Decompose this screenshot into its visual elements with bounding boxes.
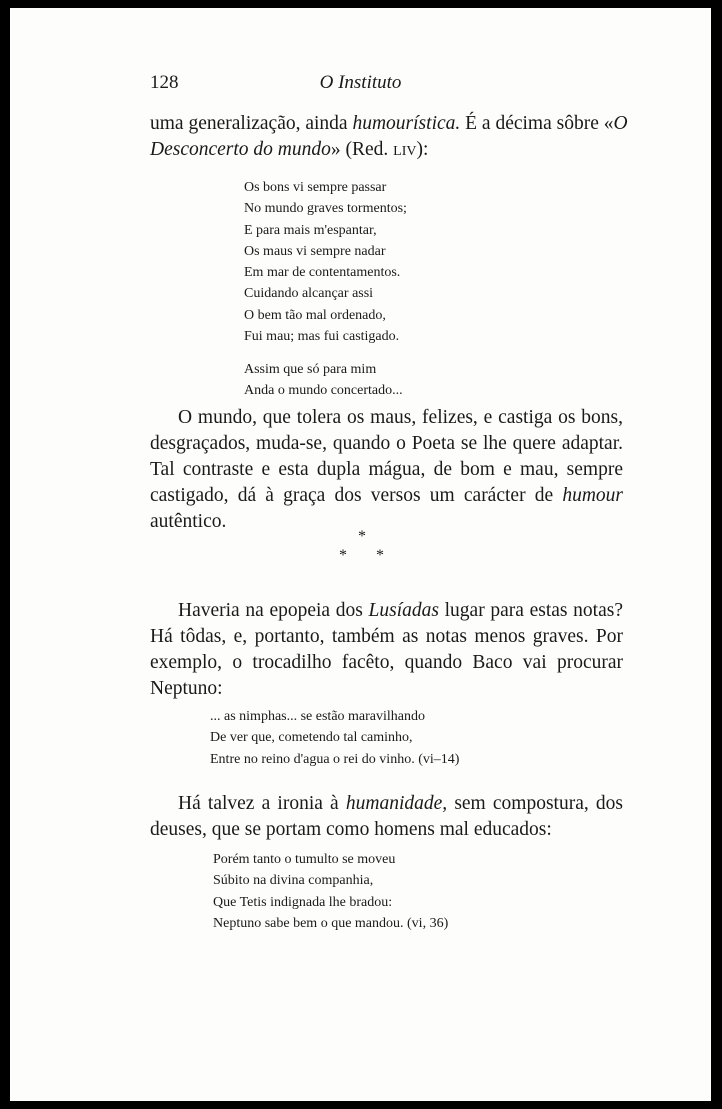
running-head: [10, 72, 711, 98]
prose-line: desgraçados, muda-se, quando o Poeta se lhe quere adaptar.: [150, 433, 623, 454]
prose-line: deuses, que se portam como homens mal educados:: [150, 819, 552, 840]
page-number: 128: [150, 72, 179, 93]
prose-line: autêntico.: [150, 511, 227, 532]
poem-stanza-1: [244, 177, 407, 347]
verse-line: De ver que, cometendo tal caminho,: [210, 730, 413, 746]
verse-line: Cuidando alcançar assi: [244, 286, 374, 302]
asterisk-left: *: [339, 547, 347, 564]
asterisk-right: *: [376, 547, 384, 564]
intro-paragraph: [150, 111, 628, 163]
verse-line: Assim que só para mim: [244, 362, 377, 377]
verse-line: Anda o mundo concertado...: [244, 383, 403, 399]
poem-stanza-2: [210, 706, 459, 770]
intro-line-1: uma generalização, ainda humourística. É a décima sôbre «O: [150, 113, 628, 134]
prose-line: castigado, dá à graça dos versos um carácter de humour: [150, 485, 623, 506]
asterisk-top: *: [358, 528, 366, 545]
prose-line: Há talvez a ironia à humanidade, sem compostura, dos: [178, 793, 623, 814]
verse-line: Em mar de contentamentos.: [244, 265, 401, 281]
verse-line: Os maus vi sempre nadar: [244, 243, 386, 259]
verse-line: Súbito na divina companhia,: [213, 873, 374, 889]
poem-stanza-3: [213, 849, 448, 934]
paragraph-4: [150, 791, 623, 843]
verse-line: Fui mau; mas fui castigado.: [244, 329, 400, 345]
prose-line: Tal contraste e esta dupla mágua, de bom e mau, sempre: [150, 459, 623, 480]
verse-line: Neptuno sabe bem o que mandou. (vi, 36): [213, 915, 449, 931]
poem-stanza-1-coda: [244, 359, 403, 402]
paragraph-3: [150, 598, 623, 702]
verse-line: ... as nimphas... se estão maravilhando: [210, 709, 426, 724]
verse-line: O bem tão mal ordenado,: [244, 307, 386, 323]
journal-title: O Instituto: [319, 72, 402, 93]
verse-line: Que Tetis indignada lhe bradou:: [213, 894, 393, 910]
verse-line: Entre no reino d'agua o rei do vinho. (vi–14): [210, 751, 460, 767]
paragraph-2: [150, 405, 623, 535]
intro-line-2: Desconcerto do mundo» (Red. liv):: [150, 139, 429, 160]
verse-line: Porém tanto o tumulto se moveu: [213, 852, 396, 867]
verse-line: E para mais m'espantar,: [244, 222, 377, 238]
prose-line: Haveria na epopeia dos Lusíadas lugar para estas notas?: [178, 600, 623, 621]
prose-line: O mundo, que tolera os maus, felizes, e castiga os bons,: [178, 407, 623, 428]
prose-line: Há tôdas, e, portanto, também as notas menos graves. Por: [150, 626, 623, 647]
prose-line: Neptuno:: [150, 678, 223, 699]
verse-line: Os bons vi sempre passar: [244, 180, 387, 195]
verse-line: No mundo graves tormentos;: [244, 201, 407, 217]
book-page: [10, 8, 711, 1101]
prose-line: exemplo, o trocadilho facêto, quando Baco vai procurar: [150, 652, 623, 673]
